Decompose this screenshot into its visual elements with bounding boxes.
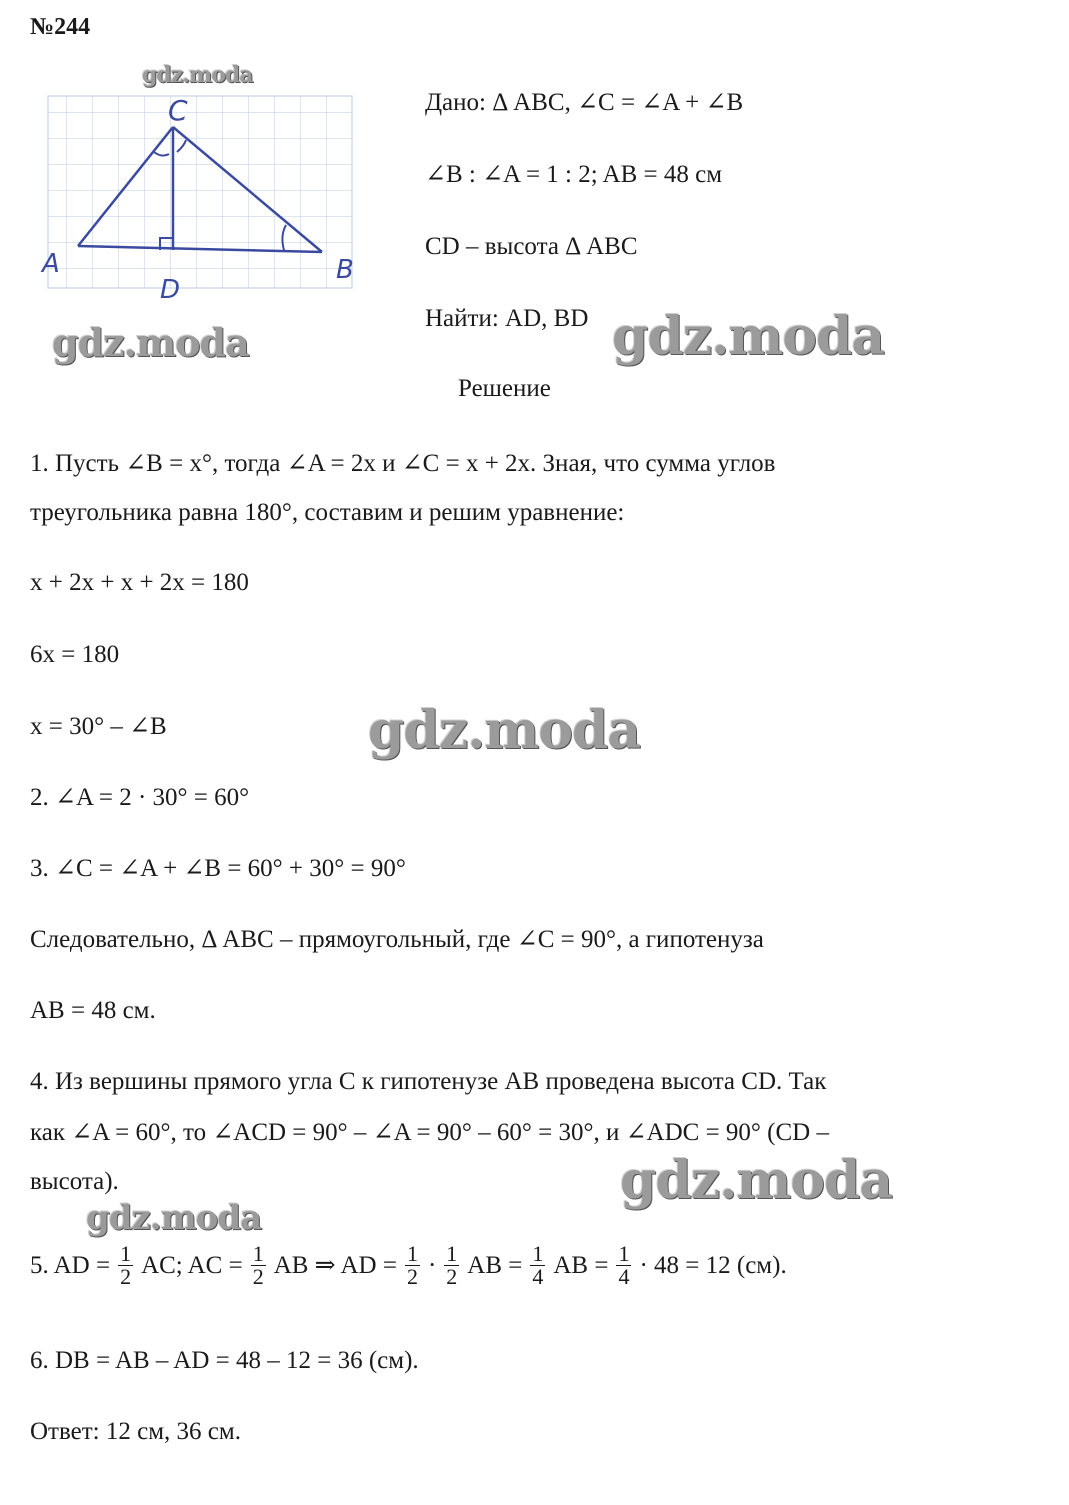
equation-3: x = 30° – ∠B bbox=[30, 713, 167, 740]
label-b: B bbox=[336, 255, 354, 285]
fraction-numerator: 1 bbox=[120, 1241, 132, 1266]
fraction-denominator: 4 bbox=[532, 1264, 544, 1289]
step-4-line-1: 4. Из вершины прямого угла C к гипотенузе AB проведена высота CD. Так bbox=[30, 1068, 827, 1095]
given-line-3: CD – высота Δ ABC bbox=[425, 233, 638, 260]
fraction-quarter bbox=[616, 1243, 631, 1288]
step-2: 2. ∠A = 2 · 30° = 60° bbox=[30, 784, 250, 811]
equation-1: x + 2x + x + 2x = 180 bbox=[30, 569, 249, 596]
equation-2: 6x = 180 bbox=[30, 641, 120, 668]
fraction-denominator: 2 bbox=[446, 1264, 458, 1289]
given-line-2: ∠B : ∠A = 1 : 2; AB = 48 см bbox=[425, 161, 723, 188]
step-5-part-1: AC; AC = bbox=[141, 1251, 243, 1279]
figure-watermark: gdz.moda bbox=[142, 62, 253, 88]
problem-number: №244 bbox=[30, 14, 91, 40]
step-5-part-5: AB = bbox=[553, 1251, 609, 1279]
step-5-part-3: · bbox=[427, 1251, 437, 1279]
fraction-denominator: 2 bbox=[252, 1264, 264, 1289]
watermark: gdz.moda bbox=[86, 1198, 262, 1238]
watermark: gdz.moda bbox=[612, 306, 885, 367]
fraction-half bbox=[405, 1243, 420, 1288]
triangle-diagram bbox=[40, 60, 370, 320]
step-6: 6. DB = AB – AD = 48 – 12 = 36 (см). bbox=[30, 1347, 419, 1374]
fraction-denominator: 4 bbox=[618, 1264, 630, 1289]
watermark: gdz.moda bbox=[52, 320, 249, 365]
find-line: Найти: AD, BD bbox=[425, 305, 589, 332]
label-a: A bbox=[42, 249, 60, 279]
step-5-lead: 5. AD = bbox=[30, 1251, 111, 1279]
step-3: 3. ∠C = ∠A + ∠B = 60° + 30° = 90° bbox=[30, 855, 406, 882]
watermark: gdz.moda bbox=[368, 700, 641, 761]
fraction-half bbox=[118, 1243, 133, 1288]
triangle-figure bbox=[40, 60, 370, 320]
watermark: gdz.moda bbox=[620, 1150, 893, 1211]
label-c: C bbox=[168, 94, 188, 127]
step-4-line-3: высота). bbox=[30, 1168, 119, 1195]
fraction-denominator: 2 bbox=[406, 1264, 418, 1289]
label-d: D bbox=[160, 275, 181, 305]
fraction-numerator: 1 bbox=[406, 1241, 418, 1266]
conclusion-line-1: Следовательно, Δ ABC – прямоугольный, где ∠C = 90°, а гипотенуза bbox=[30, 926, 764, 953]
fraction-numerator: 1 bbox=[618, 1241, 630, 1266]
step-1-line-1: 1. Пусть ∠B = x°, тогда ∠A = 2x и ∠C = x + 2x. Зная, что сумма углов bbox=[30, 450, 776, 477]
fraction-half bbox=[444, 1243, 459, 1288]
graph-paper bbox=[48, 96, 352, 288]
answer: Ответ: 12 см, 36 см. bbox=[30, 1418, 241, 1445]
step-5-part-6: · 48 = 12 (см). bbox=[639, 1251, 787, 1279]
fraction-denominator: 2 bbox=[120, 1264, 132, 1289]
step-5-part-2: AB ⇒ AD = bbox=[273, 1251, 397, 1279]
fraction-numerator: 1 bbox=[446, 1241, 458, 1266]
solution-heading: Решение bbox=[458, 375, 551, 402]
fraction-half bbox=[251, 1243, 266, 1288]
step-4-line-2: как ∠A = 60°, то ∠ACD = 90° – ∠A = 90° – 60° = 30°, и ∠ADC = 90° (CD – bbox=[30, 1119, 829, 1146]
step-1-line-2: треугольника равна 180°, составим и решим уравнение: bbox=[30, 499, 625, 526]
step-5 bbox=[30, 1243, 787, 1288]
conclusion-line-2: AB = 48 см. bbox=[30, 997, 156, 1024]
step-5-part-4: AB = bbox=[467, 1251, 523, 1279]
fraction-quarter bbox=[530, 1243, 545, 1288]
fraction-numerator: 1 bbox=[532, 1241, 544, 1266]
given-line-1: Дано: Δ ABC, ∠C = ∠A + ∠B bbox=[425, 89, 744, 116]
fraction-numerator: 1 bbox=[252, 1241, 264, 1266]
